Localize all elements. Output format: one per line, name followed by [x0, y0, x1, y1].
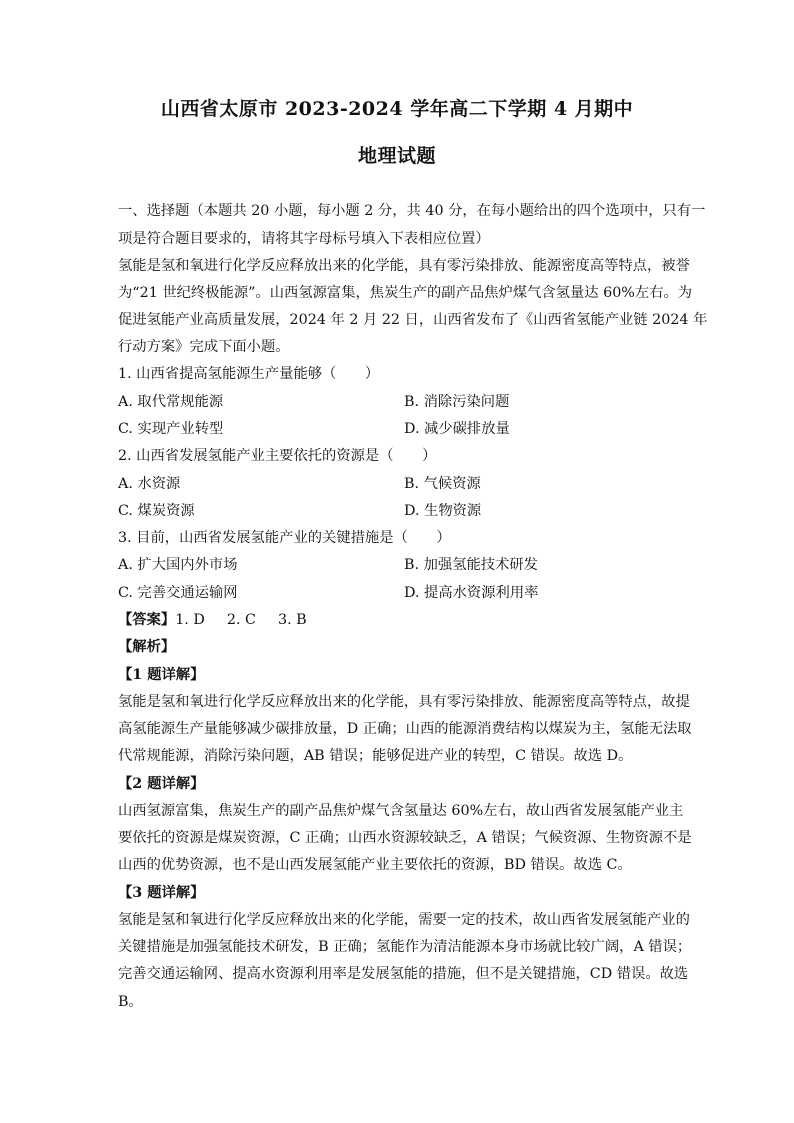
detail-2-label: 【2 题详解】: [118, 776, 205, 792]
detail-2-line: 山西的优势资源，也不是山西发展氢能产业主要依托的资源，BD 错误。故选 C。: [118, 857, 632, 873]
answer-1: 1. D: [175, 612, 205, 628]
question-1-stem: 1. 山西省提高氢能源生产量能够（ ）: [118, 366, 380, 382]
detail-1-line: 高氢能源生产量能够减少碳排放量，D 正确；山西的能源消费结构以煤炭为主，氢能无法取: [118, 721, 692, 737]
question-3-option-a: A. 扩大国内外市场: [118, 557, 238, 573]
question-1-option-d: D. 减少碳排放量: [404, 421, 510, 437]
detail-3-label: 【3 题详解】: [118, 885, 205, 901]
answer-2: 2. C: [226, 612, 256, 628]
question-2-option-d: D. 生物资源: [404, 503, 482, 519]
question-2-stem: 2. 山西省发展氢能产业主要依托的资源是（ ）: [118, 448, 437, 464]
detail-3-line: 完善交通运输网、提高水资源利用率是发展氢能的措施，但不是关键措施，CD 错误。故选: [118, 966, 689, 982]
question-3-option-d: D. 提高水资源利用率: [404, 585, 539, 601]
section-instructions-line: 一、选择题（本题共 20 小题，每小题 2 分，共 40 分，在每小题给出的四个选项中，只有一: [118, 203, 706, 219]
section-instructions-line: 项是符合题目要求的，请将其字母标号填入下表相应位置）: [118, 231, 490, 247]
detail-1-line: 代常规能源，消除污染问题，AB 错误；能够促进产业的转型，C 错误。故选 D。: [118, 748, 633, 764]
passage-line: 行动方案》完成下面小题。: [118, 339, 290, 355]
detail-3-line: B。: [118, 994, 143, 1010]
page-title: 山西省太原市 2023-2024 学年高二下学期 4 月期中: [160, 98, 634, 120]
question-3-option-b: B. 加强氢能技术研发: [404, 557, 538, 573]
detail-2-line: 要依托的资源是煤炭资源，C 正确；山西水资源较缺乏，A 错误；气候资源、生物资源不是: [118, 830, 692, 846]
page-subtitle: 地理试题: [357, 145, 436, 167]
question-1-option-c: C. 实现产业转型: [118, 421, 224, 437]
detail-2-line: 山西氢源富集，焦炭生产的副产品焦炉煤气含氢量达 60%左右，故山西省发展氢能产业主: [118, 803, 684, 819]
question-1-option-b: B. 消除污染问题: [404, 394, 510, 410]
passage-line: 为“21 世纪终极能源”。山西氢源富集，焦炭生产的副产品焦炉煤气含氢量达 60%左右。为: [118, 285, 693, 301]
answer-label: 【答案】: [118, 612, 176, 628]
answer-3: 3. B: [277, 612, 307, 628]
answer-line: [118, 610, 688, 630]
question-1-option-a: A. 取代常规能源: [118, 394, 224, 410]
question-2-option-b: B. 气候资源: [404, 476, 481, 492]
passage-line: 促进氢能产业高质量发展，2024 年 2 月 22 日，山西省发布了《山西省氢能产业链 2024 年: [118, 312, 708, 328]
detail-3-line: 氢能是氢和氧进行化学反应释放出来的化学能，需要一定的技术，故山西省发展氢能产业的: [118, 912, 690, 928]
question-3-stem: 3. 目前，山西省发展氢能产业的关键措施是（ ）: [118, 530, 451, 546]
question-3-option-c: C. 完善交通运输网: [118, 585, 238, 601]
question-2-option-c: C. 煤炭资源: [118, 503, 195, 519]
passage-line: 氢能是氢和氧进行化学反应释放出来的化学能，具有零污染排放、能源密度高等特点，被誉: [118, 258, 690, 274]
detail-1-line: 氢能是氢和氧进行化学反应释放出来的化学能，具有零污染排放、能源密度高等特点，故提: [118, 694, 690, 710]
analysis-label: 【解析】: [118, 639, 176, 655]
detail-1-label: 【1 题详解】: [118, 667, 205, 683]
detail-3-line: 关键措施是加强氢能技术研发，B 正确；氢能作为清洁能源本身市场就比较广阔，A 错误；: [118, 939, 692, 955]
question-2-option-a: A. 水资源: [118, 476, 181, 492]
